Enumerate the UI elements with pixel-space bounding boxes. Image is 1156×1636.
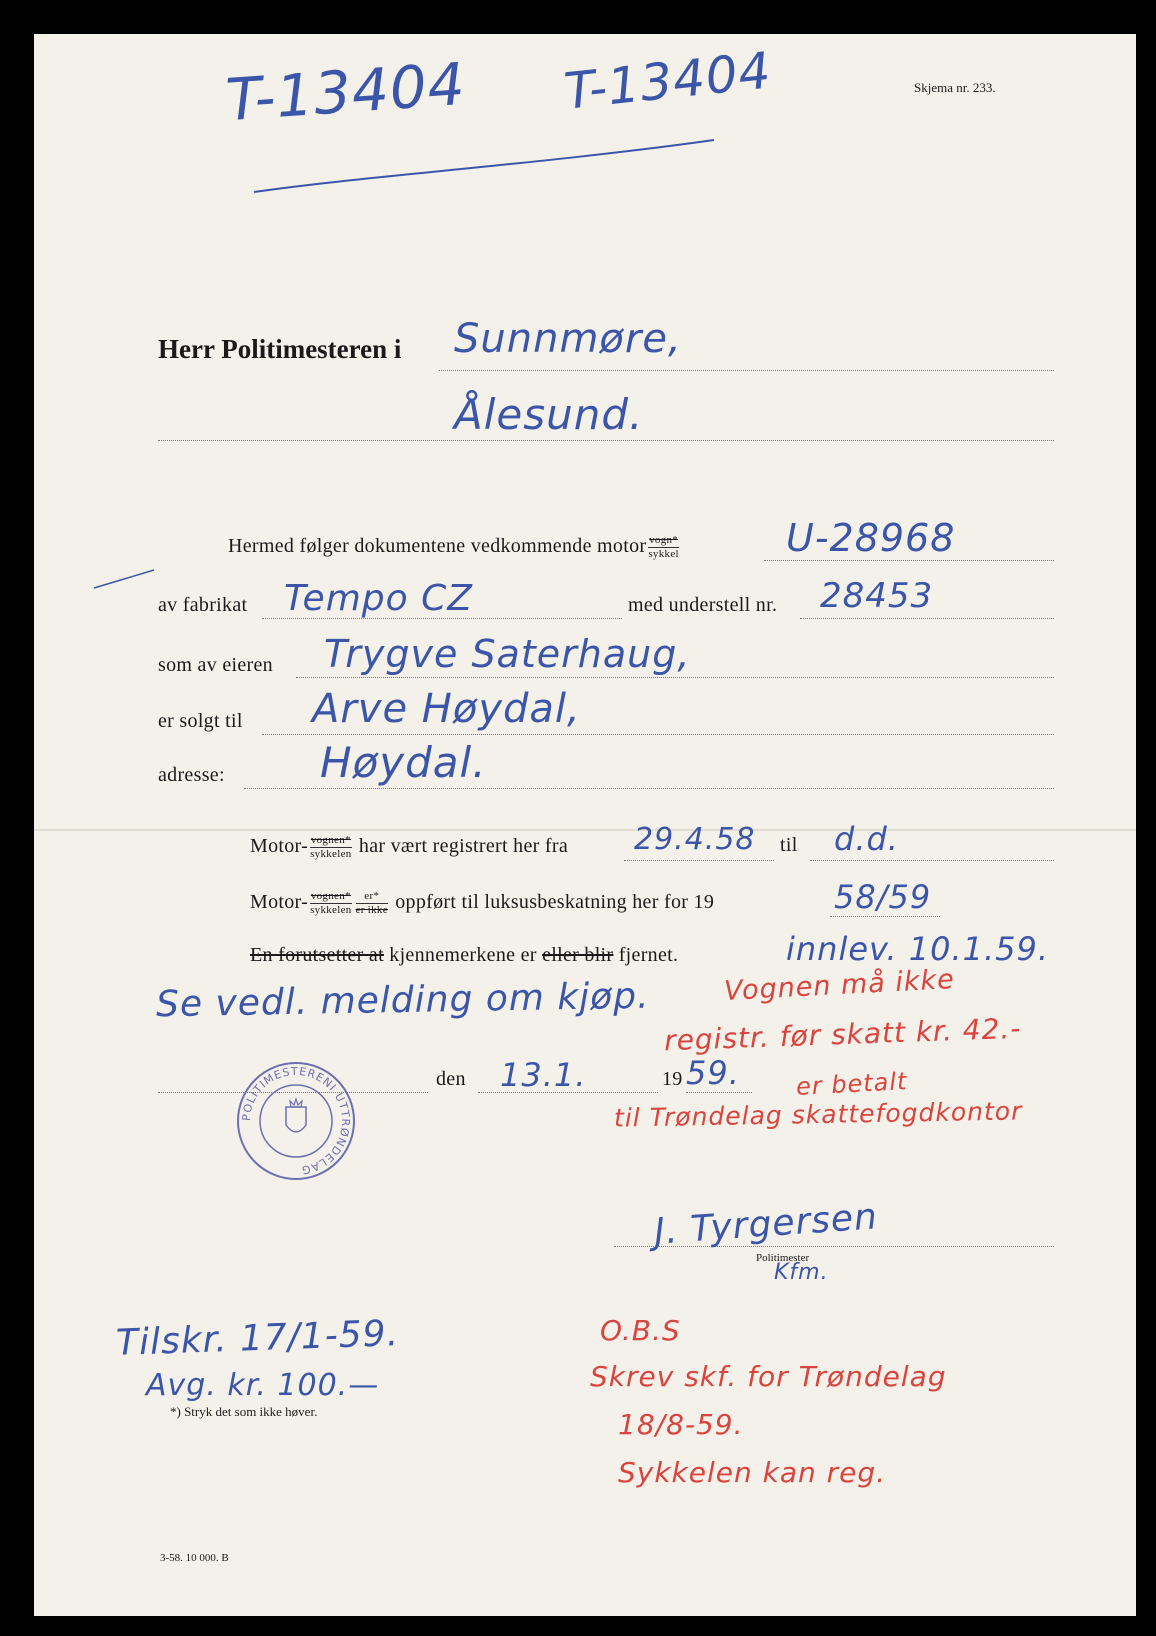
fabrikat-label: av fabrikat [158,594,248,616]
fold-line [34,829,1136,831]
handwritten-date: 13.1. [500,1056,587,1094]
handwritten-place: Sunnmøre, [454,316,682,362]
form-code: 3-58. 10 000. B [160,1552,229,1564]
handwritten-reference: T-13404 [223,49,468,135]
svg-text:POLITIMESTERENI UTTRØNDELAG [240,1065,352,1177]
dotted-line [624,860,774,861]
footnote: *) Stryk det som ikke høver. [170,1404,318,1419]
fjernet-text: En forutsetter at kjennemerkene er eller blir fjernet. [250,944,679,966]
signature: J. Tyrgersen [652,1196,880,1253]
dotted-line [686,1092,752,1093]
handwritten-buyer: Arve Høydal, [312,686,581,732]
red-note-line-1: Vognen må ikke [723,963,956,1008]
handwritten-innlev: innlev. 10.1.59. [786,930,1050,968]
handwritten-luksus-year: 58/59 [834,878,932,916]
handwritten-place-2: Ålesund. [454,390,644,439]
dotted-line [262,734,1054,735]
signature-initials: Kfm. [774,1260,829,1285]
red-note-line-4: til Trøndelag skattefogdkontor [613,1096,1023,1133]
handwritten-understell: 28453 [820,576,934,616]
addressee-heading: Herr Politimesteren i [158,334,402,364]
dotted-line [244,788,1054,789]
til-label: til [780,834,798,856]
handwritten-owner: Trygve Saterhaug, [324,632,691,676]
handwritten-reg-no: U-28968 [786,516,956,560]
solgt-label: er solgt til [158,710,243,732]
red-note-line-3: er betalt [795,1067,909,1101]
dotted-line [764,560,1054,561]
understell-label: med understell nr. [628,594,778,616]
handwritten-reg-to: d.d. [834,820,899,858]
handwritten-tilskr: Tilskr. 17/1-59. [115,1313,400,1364]
dotted-line [830,916,940,917]
red-obs: O.B.S [600,1314,681,1347]
red-footer-line-3: Sykkelen kan reg. [618,1456,887,1489]
dotted-line [296,677,1054,678]
intro-text: Hermed følger dokumentene vedkommende motor $\frac{\text{vogn*}}{\text{sykkel}}$ [228,534,679,560]
margin-mark [90,564,160,594]
form-number: Skjema nr. 233. [914,80,996,95]
handwritten-year: 59. [686,1054,740,1092]
politimester-title: Politimester [756,1252,810,1264]
form-paper [34,34,1136,1616]
dotted-line [439,370,1054,371]
red-footer-line-2: 18/8-59. [618,1408,744,1441]
pen-underline [244,134,724,204]
motor-registered-text: Motor- $\frac{\text{vognen*}}{\text{sykkelen}}$ har vært registrert her fra [250,834,569,860]
luksus-text: Motor- $\frac{\text{vognen*}}{\text{sykkelen}}$ $\frac{er*}{\text{er ikke}}$ oppført til luksusbeskatning her for 19 [250,890,715,916]
eier-label: som av eieren [158,654,273,676]
handwritten-address: Høydal. [320,738,487,787]
dotted-line [810,860,1054,861]
stamp-text: POLITIMESTERENI UTTRØNDELAG [239,1064,353,1177]
dotted-line [800,618,1054,619]
handwritten-avgift: Avg. kr. 100.— [146,1368,380,1403]
den-label: den [436,1068,466,1090]
handwritten-fabrikat: Tempo CZ [284,578,473,619]
police-stamp [234,1059,358,1183]
red-footer-line-1: Skrev skf. for Trøndelag [590,1360,947,1393]
year-prefix: 19 [662,1068,683,1090]
handwritten-reg-from: 29.4.58 [634,822,756,857]
dotted-line [158,440,1054,441]
handwritten-reference-2: T-13404 [561,41,774,121]
handwritten-se-vedl: Se vedl. melding om kjøp. [155,975,650,1026]
adresse-label: adresse: [158,764,225,786]
red-note-line-2: registr. før skatt kr. 42.- [663,1011,1022,1058]
